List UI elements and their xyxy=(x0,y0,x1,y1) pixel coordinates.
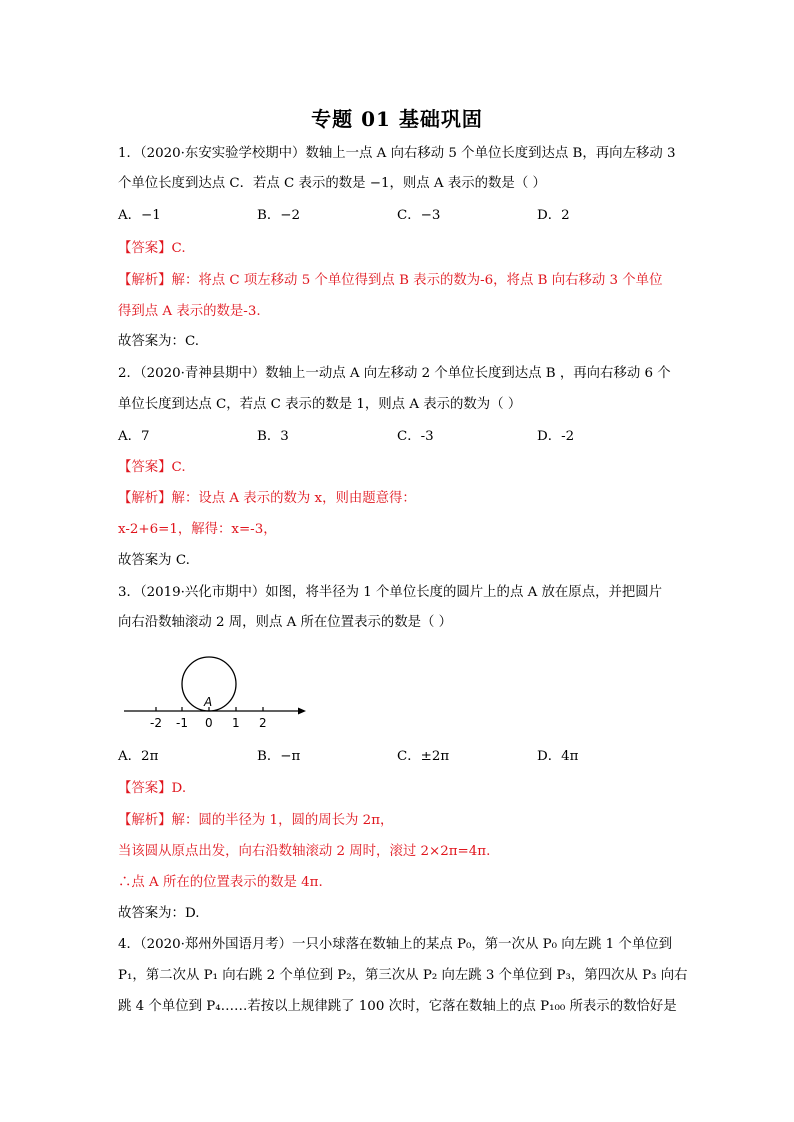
q1-option-b: B．−2 xyxy=(257,208,300,223)
q3-option-d: D．4π xyxy=(537,749,579,764)
q3-conclusion: 故答案为：D. xyxy=(118,906,200,921)
tick-label: -2 xyxy=(150,716,162,730)
q2-option-b: B．3 xyxy=(257,429,289,444)
q2-analysis-1: 【解析】解：设点 A 表示的数为 x，则由题意得： xyxy=(118,491,416,506)
q1-conclusion: 故答案为：C. xyxy=(118,334,199,349)
q4-line-3: 跳 4 个单位到 P₄……若按以上规律跳了 100 次时，它落在数轴上的点 P₁₀₀ 所表示的数恰好是 xyxy=(118,999,677,1014)
point-a-label: A xyxy=(204,695,213,709)
q3-analysis-1: 【解析】解：圆的半径为 1，圆的周长为 2π， xyxy=(118,813,394,828)
q3-line-1: 3．（2019·兴化市期中）如图，将半径为 1 个单位长度的圆片上的点 A 放在原点，并把圆片 xyxy=(118,585,663,600)
q2-conclusion: 故答案为 C. xyxy=(118,553,190,568)
q3-analysis-3: ∴点 A 所在的位置表示的数是 4π. xyxy=(118,875,323,890)
q1-line-2: 个单位长度到达点 C．若点 C 表示的数是 −1，则点 A 表示的数是（ ） xyxy=(118,176,546,191)
q3-line-2: 向右沿数轴滚动 2 周，则点 A 所在位置表示的数是（ ） xyxy=(118,615,453,630)
q2-option-c: C．-3 xyxy=(397,429,434,444)
q4-line-1: 4．（2020·郑州外国语月考）一只小球落在数轴上的某点 P₀，第一次从 P₀ 向左跳 1 个单位到 xyxy=(118,937,672,952)
number-line-figure xyxy=(120,650,320,730)
q1-analysis-1: 【解析】解：将点 C 项左移动 5 个单位得到点 B 表示的数为-6，将点 B 向右移动 3 个单位 xyxy=(118,273,663,288)
page-title: 专题 01 基础巩固 xyxy=(311,107,483,131)
q2-line-2: 单位长度到达点 C，若点 C 表示的数是 1，则点 A 表示的数为（ ） xyxy=(118,397,522,412)
tick-label: 0 xyxy=(205,716,213,730)
q2-answer: 【答案】C. xyxy=(118,460,186,475)
q3-option-b: B．−π xyxy=(257,749,301,764)
q3-analysis-2: 当该圆从原点出发，向右沿数轴滚动 2 周时，滚过 2×2π=4π. xyxy=(118,844,491,859)
q1-option-d: D．2 xyxy=(537,208,570,223)
q2-analysis-2: x-2+6=1，解得：x=-3， xyxy=(118,522,277,537)
axis-arrow-icon xyxy=(298,708,306,715)
q2-option-a: A．7 xyxy=(118,429,150,444)
q1-option-a: A．−1 xyxy=(118,208,161,223)
tick-label: -1 xyxy=(176,716,188,730)
q4-line-2: P₁，第二次从 P₁ 向右跳 2 个单位到 P₂，第三次从 P₂ 向左跳 3 个单位到 P₃，第四次从 P₃ 向右 xyxy=(118,968,688,983)
tick-label: 1 xyxy=(232,716,240,730)
q2-option-d: D．-2 xyxy=(537,429,575,444)
q2-line-1: 2．（2020·青神县期中）数轴上一动点 A 向左移动 2 个单位长度到达点 B ，再向右移动 6 个 xyxy=(118,366,671,381)
q3-option-c: C．±2π xyxy=(397,749,450,764)
q1-line-1: 1．（2020·东安实验学校期中）数轴上一点 A 向右移动 5 个单位长度到达点 B，再向左移动 3 xyxy=(118,146,676,161)
q3-option-a: A．2π xyxy=(118,749,159,764)
q1-analysis-2: 得到点 A 表示的数是-3. xyxy=(118,304,261,319)
q1-option-c: C．−3 xyxy=(397,208,441,223)
tick-label: 2 xyxy=(259,716,267,730)
q1-answer: 【答案】C. xyxy=(118,241,186,256)
q3-answer: 【答案】D. xyxy=(118,781,187,796)
